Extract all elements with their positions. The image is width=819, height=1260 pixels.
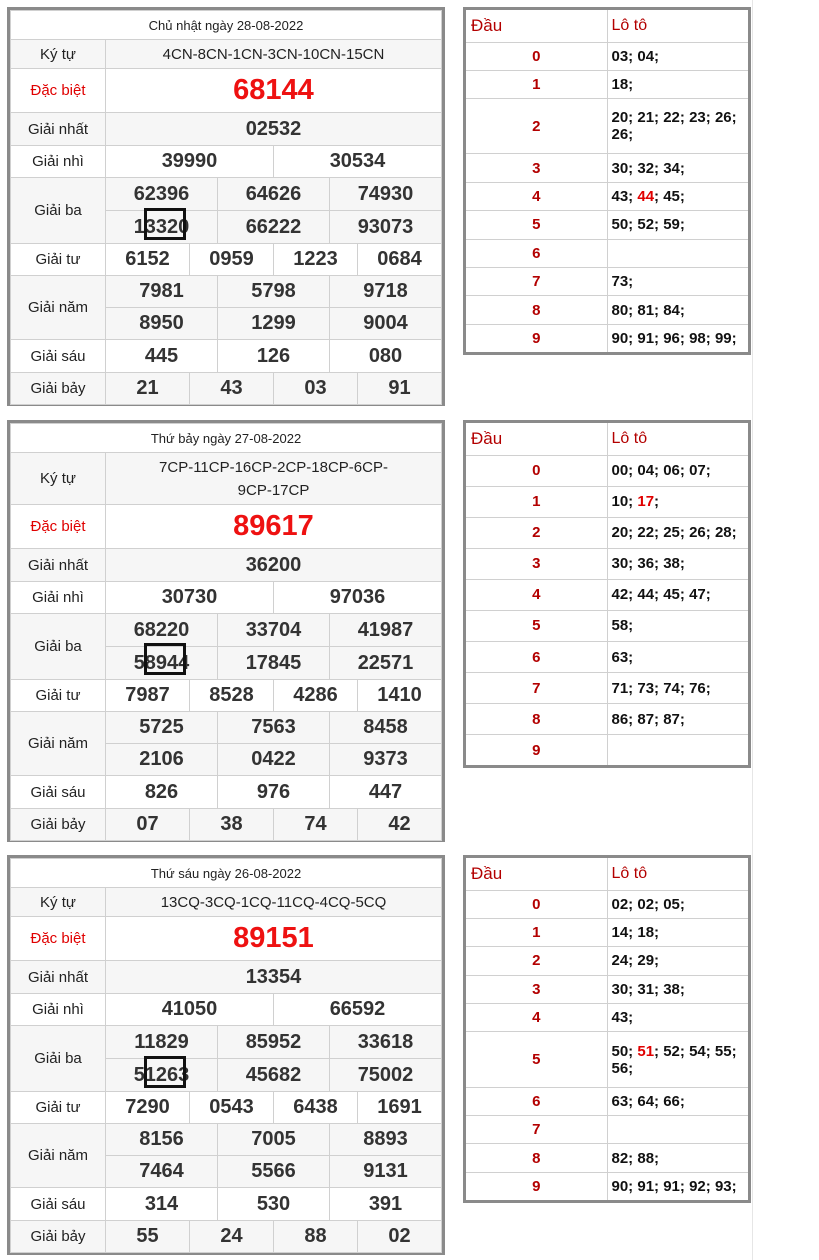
third-prize: 13320 — [106, 211, 218, 244]
loto-values — [607, 548, 748, 579]
loto-table-3 — [463, 855, 751, 1203]
sixth-prize: 445 — [106, 340, 218, 373]
loto-dau: 9 — [466, 735, 607, 765]
loto-dau: 8 — [466, 296, 607, 324]
loto-number: 45; — [663, 586, 690, 604]
label-giai-sau: Giải sáu — [11, 340, 106, 373]
loto-number: 44; — [637, 586, 664, 604]
loto-dau: 6 — [466, 1087, 607, 1115]
label-kytu: Ký tự — [11, 888, 106, 917]
loto-number: 30; — [611, 555, 638, 573]
label-dac-biet: Đặc biệt — [11, 69, 106, 113]
loto-number: 22; — [637, 524, 664, 542]
sixth-prize: 826 — [106, 776, 218, 809]
third-prize: 93073 — [330, 211, 442, 244]
loto-number: 24; — [611, 952, 638, 970]
seventh-prize: 38 — [190, 809, 274, 841]
loto-number: 29; — [637, 952, 660, 970]
loto-number: 18; — [611, 76, 634, 94]
loto-values — [607, 1032, 748, 1087]
loto-number: 07; — [689, 462, 711, 480]
loto-number: 22; — [663, 109, 690, 127]
label-giai-ba: Giải ba — [11, 1026, 106, 1092]
loto-dau: 1 — [466, 918, 607, 946]
loto-number: 54; — [689, 1042, 715, 1060]
loto-number: 04; — [637, 47, 660, 65]
loto-number: 47; — [689, 586, 711, 604]
fourth-prize: 1691 — [358, 1092, 442, 1124]
seventh-prize: 74 — [274, 809, 358, 841]
loto-number: 55; — [714, 1042, 737, 1060]
loto-number: 86; — [611, 710, 638, 728]
first-prize: 13354 — [106, 961, 442, 994]
seventh-prize: 02 — [358, 1221, 442, 1253]
label-giai-sau: Giải sáu — [11, 1188, 106, 1221]
fourth-prize: 0543 — [190, 1092, 274, 1124]
kytu-value — [106, 888, 442, 917]
loto-dau: 0 — [466, 455, 607, 486]
loto-values — [607, 1144, 748, 1172]
label-giai-bay: Giải bảy — [11, 1221, 106, 1253]
loto-dau: 6 — [466, 239, 607, 267]
loto-number: 96; — [663, 329, 690, 347]
kytu-value — [106, 453, 442, 505]
loto-values — [607, 610, 748, 641]
loto-number: 32; — [637, 159, 664, 177]
second-prize: 30534 — [274, 146, 442, 178]
label-dac-biet: Đặc biệt — [11, 505, 106, 549]
loto-dau: 3 — [466, 154, 607, 182]
loto-number: 38; — [663, 980, 685, 998]
second-prize: 66592 — [274, 994, 442, 1026]
loto-values — [607, 296, 748, 324]
loto-values — [607, 99, 748, 154]
loto-table-2 — [463, 420, 751, 768]
third-prize: 58944 — [106, 647, 218, 680]
draw-date: Thứ bảy ngày 27-08-2022 — [11, 424, 442, 453]
fifth-prize: 5798 — [218, 276, 330, 308]
fifth-prize: 9718 — [330, 276, 442, 308]
page-divider — [752, 0, 753, 1260]
loto-number: ; — [654, 493, 660, 511]
label-giai-ba: Giải ba — [11, 614, 106, 680]
label-giai-bay: Giải bảy — [11, 809, 106, 841]
loto-dau: 8 — [466, 704, 607, 735]
loto-values — [607, 947, 748, 975]
loto-number: 18; — [637, 924, 660, 942]
fourth-prize: 4286 — [274, 680, 358, 712]
loto-values — [607, 918, 748, 946]
seventh-prize: 91 — [358, 373, 442, 405]
loto-dau: 4 — [466, 579, 607, 610]
loto-number: 88; — [637, 1149, 660, 1167]
label-giai-nam: Giải năm — [11, 712, 106, 776]
loto-number: 26; — [611, 126, 634, 144]
loto-number-highlight: 17 — [637, 493, 655, 511]
first-prize: 36200 — [106, 549, 442, 582]
loto-number: 36; — [637, 555, 664, 573]
loto-number: 63; — [611, 1092, 638, 1110]
loto-values — [607, 182, 748, 210]
loto-number: 04; — [637, 462, 664, 480]
loto-number: 23; — [689, 109, 715, 127]
loto-number: 31; — [637, 980, 664, 998]
kytu-line: 4CN-8CN-1CN-3CN-10CN-15CN — [162, 45, 385, 63]
seventh-prize: 03 — [274, 373, 358, 405]
loto-number: 30; — [611, 159, 638, 177]
loto-values — [607, 1116, 748, 1144]
seventh-prize: 24 — [190, 1221, 274, 1253]
seventh-prize: 88 — [274, 1221, 358, 1253]
label-giai-ba: Giải ba — [11, 178, 106, 244]
loto-values — [607, 579, 748, 610]
label-giai-nhat: Giải nhất — [11, 961, 106, 994]
loto-values — [607, 673, 748, 704]
loto-values — [607, 1172, 748, 1200]
fourth-prize: 1410 — [358, 680, 442, 712]
fifth-prize: 2106 — [106, 744, 218, 776]
loto-number: 73; — [611, 273, 634, 291]
kytu-line: 9CP-17CP — [237, 481, 310, 499]
loto-number: 63; — [611, 648, 634, 666]
fourth-prize: 7290 — [106, 1092, 190, 1124]
loto-number: 82; — [611, 1149, 638, 1167]
second-prize: 30730 — [106, 582, 274, 614]
sixth-prize: 080 — [330, 340, 442, 373]
loto-number: 84; — [663, 301, 685, 319]
fifth-prize: 8156 — [106, 1124, 218, 1156]
loto-number: 80; — [611, 301, 638, 319]
loto-number: 02; — [611, 895, 638, 913]
loto-dau: 7 — [466, 268, 607, 296]
loto-number: 50; — [611, 216, 638, 234]
loto-dau: 7 — [466, 673, 607, 704]
loto-number: 93; — [714, 1177, 737, 1195]
loto-dau: 3 — [466, 975, 607, 1003]
fifth-prize: 0422 — [218, 744, 330, 776]
fifth-prize: 9004 — [330, 308, 442, 340]
loto-number: 43; — [611, 188, 638, 206]
loto-dau: 2 — [466, 517, 607, 548]
loto-dau: 7 — [466, 1116, 607, 1144]
highlight-box — [144, 208, 186, 240]
loto-number: 26; — [689, 524, 715, 542]
loto-number: 87; — [637, 710, 664, 728]
sixth-prize: 976 — [218, 776, 330, 809]
loto-values — [607, 324, 748, 352]
fourth-prize: 8528 — [190, 680, 274, 712]
third-prize: 51263 — [106, 1059, 218, 1092]
special-prize: 89151 — [106, 917, 442, 961]
loto-values — [607, 890, 748, 918]
loto-dau: 1 — [466, 486, 607, 517]
fifth-prize: 8893 — [330, 1124, 442, 1156]
loto-number: 25; — [663, 524, 690, 542]
highlight-box — [144, 1056, 186, 1088]
fourth-prize: 6152 — [106, 244, 190, 276]
fifth-prize: 9131 — [330, 1156, 442, 1188]
loto-table-1 — [463, 7, 751, 355]
fifth-prize: 7981 — [106, 276, 218, 308]
loto-number: 90; — [611, 1177, 638, 1195]
first-prize: 02532 — [106, 113, 442, 146]
third-prize: 33704 — [218, 614, 330, 647]
fifth-prize: 7005 — [218, 1124, 330, 1156]
loto-number: 87; — [663, 710, 685, 728]
label-giai-nam: Giải năm — [11, 276, 106, 340]
label-giai-nhat: Giải nhất — [11, 113, 106, 146]
loto-number: 38; — [663, 555, 685, 573]
sixth-prize: 530 — [218, 1188, 330, 1221]
loto-values — [607, 1004, 748, 1032]
fifth-prize: 1299 — [218, 308, 330, 340]
label-giai-nhat: Giải nhất — [11, 549, 106, 582]
loto-number: 66; — [663, 1092, 685, 1110]
loto-number: ; 45; — [654, 188, 685, 206]
loto-head-dau: Đầu — [466, 10, 607, 42]
loto-dau: 3 — [466, 548, 607, 579]
loto-number: 91; — [637, 1177, 664, 1195]
fourth-prize: 0684 — [358, 244, 442, 276]
special-prize: 68144 — [106, 69, 442, 113]
loto-number: ; 52; — [654, 1042, 690, 1060]
loto-values — [607, 211, 748, 239]
loto-number: 03; — [611, 47, 638, 65]
seventh-prize: 21 — [106, 373, 190, 405]
draw-date: Chủ nhật ngày 28-08-2022 — [11, 11, 442, 40]
loto-head-dau: Đầu — [466, 423, 607, 455]
third-prize: 41987 — [330, 614, 442, 647]
label-giai-bay: Giải bảy — [11, 373, 106, 405]
fifth-prize: 8458 — [330, 712, 442, 744]
result-table-2 — [7, 420, 445, 842]
loto-number: 42; — [611, 586, 638, 604]
result-table-3 — [7, 855, 445, 1255]
loto-dau: 9 — [466, 1172, 607, 1200]
label-giai-tu: Giải tư — [11, 1092, 106, 1124]
loto-number: 02; — [637, 895, 664, 913]
second-prize: 41050 — [106, 994, 274, 1026]
third-prize: 22571 — [330, 647, 442, 680]
third-prize: 75002 — [330, 1059, 442, 1092]
third-prize: 45682 — [218, 1059, 330, 1092]
loto-number: 92; — [689, 1177, 715, 1195]
loto-head-loto: Lô tô — [607, 423, 748, 455]
third-prize: 85952 — [218, 1026, 330, 1059]
loto-dau: 4 — [466, 182, 607, 210]
fifth-prize: 5725 — [106, 712, 218, 744]
loto-number: 91; — [637, 329, 664, 347]
loto-number: 71; — [611, 679, 638, 697]
sixth-prize: 126 — [218, 340, 330, 373]
loto-number: 28; — [714, 524, 737, 542]
loto-number: 91; — [663, 1177, 690, 1195]
sixth-prize: 391 — [330, 1188, 442, 1221]
fourth-prize: 7987 — [106, 680, 190, 712]
label-giai-nhi: Giải nhì — [11, 994, 106, 1026]
loto-dau: 9 — [466, 324, 607, 352]
loto-number: 52; — [637, 216, 664, 234]
loto-dau: 4 — [466, 1004, 607, 1032]
fifth-prize: 5566 — [218, 1156, 330, 1188]
loto-number-highlight: 51 — [637, 1042, 655, 1060]
loto-dau: 0 — [466, 42, 607, 70]
loto-number: 26; — [714, 109, 737, 127]
loto-values — [607, 42, 748, 70]
label-kytu: Ký tự — [11, 40, 106, 69]
third-prize: 66222 — [218, 211, 330, 244]
loto-head-loto: Lô tô — [607, 858, 748, 890]
fourth-prize: 0959 — [190, 244, 274, 276]
loto-number: 76; — [689, 679, 711, 697]
loto-number: 58; — [611, 617, 634, 635]
loto-values — [607, 1087, 748, 1115]
label-dac-biet: Đặc biệt — [11, 917, 106, 961]
seventh-prize: 42 — [358, 809, 442, 841]
seventh-prize: 07 — [106, 809, 190, 841]
label-giai-tu: Giải tư — [11, 244, 106, 276]
loto-values — [607, 735, 748, 765]
seventh-prize: 43 — [190, 373, 274, 405]
label-giai-tu: Giải tư — [11, 680, 106, 712]
loto-number: 05; — [663, 895, 685, 913]
kytu-line: 13CQ-3CQ-1CQ-11CQ-4CQ-5CQ — [160, 893, 387, 911]
loto-dau: 8 — [466, 1144, 607, 1172]
label-giai-sau: Giải sáu — [11, 776, 106, 809]
loto-dau: 2 — [466, 947, 607, 975]
loto-values — [607, 154, 748, 182]
loto-number: 64; — [637, 1092, 664, 1110]
kytu-value — [106, 40, 442, 69]
loto-number: 06; — [663, 462, 690, 480]
loto-values — [607, 455, 748, 486]
highlight-box — [144, 643, 186, 675]
fifth-prize: 9373 — [330, 744, 442, 776]
special-prize: 89617 — [106, 505, 442, 549]
loto-number: 74; — [663, 679, 690, 697]
third-prize: 74930 — [330, 178, 442, 211]
loto-number: 81; — [637, 301, 664, 319]
second-prize: 39990 — [106, 146, 274, 178]
fourth-prize: 6438 — [274, 1092, 358, 1124]
loto-values — [607, 268, 748, 296]
kytu-line: 7CP-11CP-16CP-2CP-18CP-6CP- — [159, 458, 388, 476]
fifth-prize: 7563 — [218, 712, 330, 744]
loto-number: 34; — [663, 159, 685, 177]
loto-dau: 5 — [466, 211, 607, 239]
third-prize: 11829 — [106, 1026, 218, 1059]
loto-number: 90; — [611, 329, 638, 347]
loto-values — [607, 70, 748, 98]
loto-number: 73; — [637, 679, 664, 697]
loto-number: 98; — [689, 329, 715, 347]
loto-values — [607, 704, 748, 735]
fifth-prize: 7464 — [106, 1156, 218, 1188]
loto-head-dau: Đầu — [466, 858, 607, 890]
loto-number: 59; — [663, 216, 685, 234]
third-prize: 64626 — [218, 178, 330, 211]
loto-number: 30; — [611, 980, 638, 998]
loto-number: 56; — [611, 1059, 634, 1077]
fourth-prize: 1223 — [274, 244, 358, 276]
loto-head-loto: Lô tô — [607, 10, 748, 42]
loto-number: 43; — [611, 1009, 634, 1027]
loto-values — [607, 641, 748, 672]
loto-number: 20; — [611, 524, 638, 542]
loto-values — [607, 517, 748, 548]
label-giai-nam: Giải năm — [11, 1124, 106, 1188]
loto-number: 99; — [714, 329, 737, 347]
loto-dau: 5 — [466, 1032, 607, 1087]
label-kytu: Ký tự — [11, 453, 106, 505]
label-giai-nhi: Giải nhì — [11, 146, 106, 178]
loto-values — [607, 486, 748, 517]
sixth-prize: 447 — [330, 776, 442, 809]
result-table-1 — [7, 7, 445, 406]
loto-number: 14; — [611, 924, 638, 942]
label-giai-nhi: Giải nhì — [11, 582, 106, 614]
loto-number: 21; — [637, 109, 664, 127]
loto-number: 10; — [611, 493, 638, 511]
sixth-prize: 314 — [106, 1188, 218, 1221]
loto-number: 00; — [611, 462, 638, 480]
third-prize: 68220 — [106, 614, 218, 647]
third-prize: 33618 — [330, 1026, 442, 1059]
seventh-prize: 55 — [106, 1221, 190, 1253]
draw-date: Thứ sáu ngày 26-08-2022 — [11, 859, 442, 888]
loto-dau: 1 — [466, 70, 607, 98]
loto-dau: 2 — [466, 99, 607, 154]
third-prize: 62396 — [106, 178, 218, 211]
loto-values — [607, 239, 748, 267]
loto-number: 20; — [611, 109, 638, 127]
third-prize: 17845 — [218, 647, 330, 680]
loto-values — [607, 975, 748, 1003]
loto-dau: 0 — [466, 890, 607, 918]
second-prize: 97036 — [274, 582, 442, 614]
fifth-prize: 8950 — [106, 308, 218, 340]
loto-dau: 5 — [466, 610, 607, 641]
loto-dau: 6 — [466, 641, 607, 672]
loto-number: 50; — [611, 1042, 638, 1060]
loto-number-highlight: 44 — [637, 188, 655, 206]
